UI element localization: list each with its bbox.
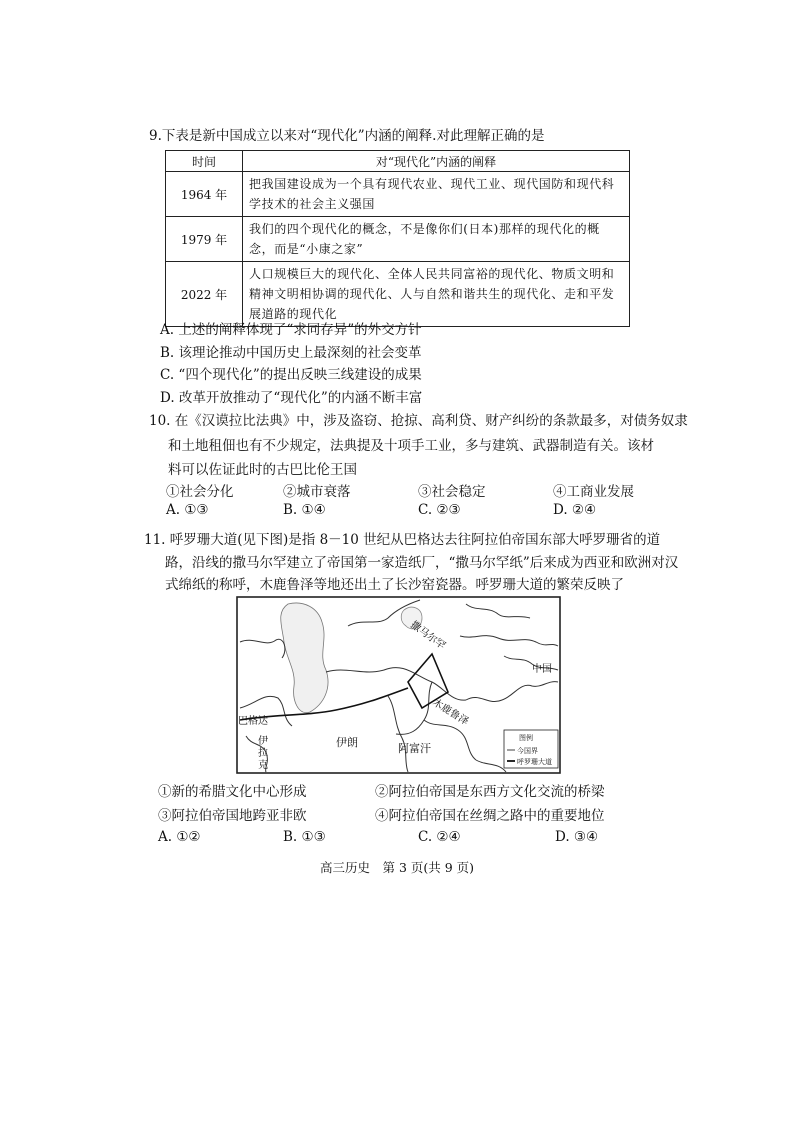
row-year: 1964 年 <box>166 172 243 217</box>
label-afghanistan: 阿富汗 <box>398 742 431 755</box>
q11-stem <box>144 529 678 597</box>
q10-choice-a[interactable]: A. ①③ <box>166 502 209 518</box>
stem-line: 11. 呼罗珊大道(见下图)是指 8－10 世纪从巴格达去往阿拉伯帝国东部大呼罗珊省的道 <box>144 532 661 548</box>
map-legend <box>504 730 558 768</box>
q10-item-4: ④工商业发展 <box>553 484 634 500</box>
q10-item-2: ②城市衰落 <box>283 484 351 500</box>
q10-choice-d[interactable]: D. ②④ <box>553 502 597 518</box>
row-year: 2022 年 <box>166 262 243 327</box>
row-line: 学技术的社会主义强国 <box>249 197 376 211</box>
stem-line: 路，沿线的撒马尔罕建立了帝国第一家造纸厂，“撒马尔罕纸”后来成为西亚和欧洲对汉 <box>165 554 679 571</box>
label-baghdad: 巴格达 <box>238 716 268 727</box>
label-merv: 木鹿鲁泽 <box>430 697 471 728</box>
table-header-row <box>166 151 630 172</box>
stem-line: 料可以佐证此时的古巴比伦王国 <box>168 462 357 478</box>
q11-item-1: ①新的希腊文化中心形成 <box>158 784 307 800</box>
label-china: 中国 <box>532 664 552 675</box>
row-text <box>243 262 630 327</box>
row-line: 展道路的现代化 <box>249 307 338 321</box>
label-iraq-2: 拉 <box>258 748 268 759</box>
stem-line: 和土地租佃也有不少规定，法典提及十项手工业，多与建筑、武器制造有关。该材 <box>168 437 654 454</box>
table-row <box>166 217 630 262</box>
q11-item-3: ③阿拉伯帝国地跨亚非欧 <box>158 808 307 824</box>
header-explanation: 对“现代化”内涵的阐释 <box>243 151 630 172</box>
row-text <box>243 217 630 262</box>
q10-stem <box>149 409 688 483</box>
q11-choice-a[interactable]: A. ①② <box>158 829 201 845</box>
q10-item-3: ③社会稳定 <box>418 484 486 500</box>
stem-line: 式绵纸的称呼，木鹿鲁泽等地还出土了长沙窑瓷器。呼罗珊大道的繁荣反映了 <box>165 577 624 593</box>
khorasan-road-map <box>236 596 561 774</box>
option-b[interactable]: B. 该理论推动中国历史上最深刻的社会变革 <box>160 344 422 361</box>
q10-item-1: ①社会分化 <box>166 484 234 500</box>
q9-options <box>160 319 422 409</box>
table-row <box>166 172 630 217</box>
label-iraq-3: 克 <box>258 760 268 771</box>
q11-choice-b[interactable]: B. ①③ <box>283 829 326 845</box>
q11-item-4: ④阿拉伯帝国在丝绸之路中的重要地位 <box>375 808 605 824</box>
q11-item-2: ②阿拉伯帝国是东西方文化交流的桥梁 <box>375 784 605 800</box>
row-line: 念，而是“小康之家” <box>249 242 364 256</box>
legend-title: 图例 <box>519 734 533 742</box>
label-samarkand: 撒马尔罕 <box>408 619 448 652</box>
label-iraq-1: 伊 <box>258 736 268 747</box>
row-year: 1979 年 <box>166 217 243 262</box>
row-line: 把我国建设成为一个具有现代农业、现代工业、现代国防和现代科 <box>249 177 615 191</box>
legend-border: 今国界 <box>517 747 538 755</box>
label-iran: 伊朗 <box>336 736 358 749</box>
header-time: 时间 <box>166 151 243 172</box>
q9-table <box>165 150 630 327</box>
option-a[interactable]: A. 上述的阐释体现了“求同存异”的外交方针 <box>160 322 422 338</box>
q10-choice-b[interactable]: B. ①④ <box>283 502 326 518</box>
q11-choice-d[interactable]: D. ③④ <box>555 829 599 845</box>
option-d[interactable]: D. 改革开放推动了“现代化”的内涵不断丰富 <box>160 389 423 406</box>
table-row <box>166 262 630 327</box>
row-line: 我们的四个现代化的概念，不是像你们(日本)那样的现代化的概 <box>249 222 600 236</box>
stem-line: 10. 在《汉谟拉比法典》中，涉及盗窃、抢掠、高利贷、财产纠纷的条款最多，对债务奴隶 <box>149 413 688 429</box>
row-line: 精神文明相协调的现代化、人与自然和谐共生的现代化、走和平发 <box>249 287 615 301</box>
q11-choice-c[interactable]: C. ②④ <box>418 829 461 845</box>
legend-road: 呼罗珊大道 <box>517 758 552 766</box>
q9-stem: 9.下表是新中国成立以来对“现代化”内涵的阐释.对此理解正确的是 <box>149 128 545 144</box>
row-text <box>243 172 630 217</box>
q10-choice-c[interactable]: C. ②③ <box>418 502 461 518</box>
option-c[interactable]: C. “四个现代化”的提出反映三线建设的成果 <box>160 367 422 383</box>
row-line: 人口规模巨大的现代化、全体人民共同富裕的现代化、物质文明和 <box>249 267 615 281</box>
page-footer: 高三历史 第 3 页(共 9 页) <box>319 860 475 875</box>
